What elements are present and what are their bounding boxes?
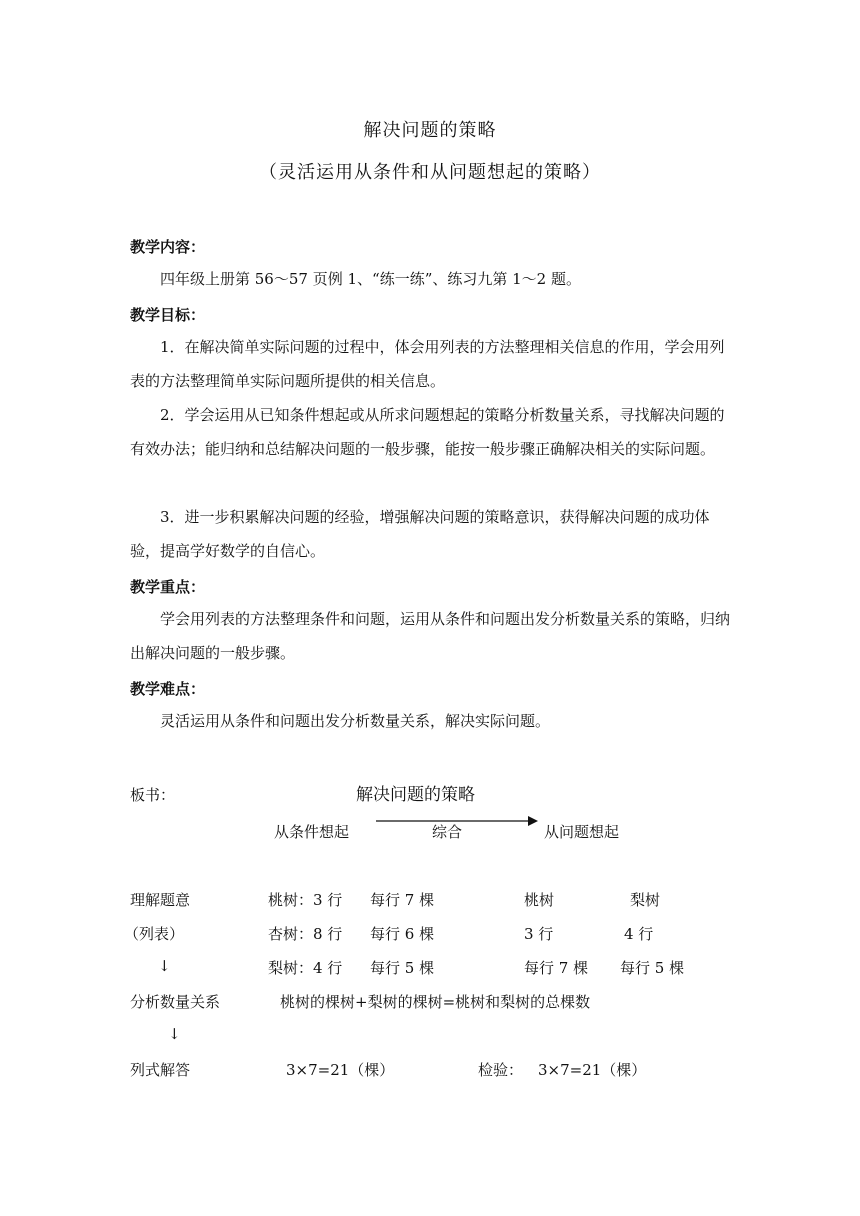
board-right: 从问题想起 (544, 823, 620, 841)
board-middle: 综合 (432, 823, 463, 841)
goal-item-2: 2．学会运用从已知条件想起或从所求问题想起的策略分析数量关系，寻找解决问题的有效办法；能归纳和总结解决问题的一般步骤，能按一般步骤正确解决相关的实际问题。 (130, 406, 725, 458)
table-col2-header: 梨树 (630, 891, 661, 909)
table-col1-rows: 3 行 (524, 925, 554, 943)
quantity-relation: 桃树的棵树+梨树的棵树=桃树和梨树的总棵数 (280, 993, 591, 1011)
goal-item-1: 1．在解决简单实际问题的过程中，体会用列表的方法整理相关信息的作用，学会用列表的方法整理简单实际问题所提供的相关信息。 (130, 338, 725, 390)
table-col1-each: 每行 7 棵 (524, 959, 589, 977)
table-col2-rows: 4 行 (624, 925, 654, 943)
down-arrow-icon: ↓ (158, 957, 171, 975)
key-text: 学会用列表的方法整理条件和问题，运用从条件和问题出发分析数量关系的策略，归纳出解决问题的一般步骤。 (130, 610, 731, 662)
row-each: 每行 7 棵 (370, 891, 435, 909)
difficulty-text: 灵活运用从条件和问题出发分析数量关系，解决实际问题。 (160, 712, 551, 730)
step-understand: 理解题意 (130, 891, 191, 909)
table-col2-each: 每行 5 棵 (620, 959, 685, 977)
step-list: （列表） (124, 925, 185, 943)
content-heading: 教学内容： (130, 238, 206, 256)
step-analyze: 分析数量关系 (130, 993, 221, 1011)
page-subtitle: （灵活运用从条件和从问题想起的策略） (259, 162, 601, 183)
board-title: 解决问题的策略 (356, 785, 475, 805)
check-equation: 3×7=21（棵） (538, 1061, 647, 1079)
row-each: 每行 6 棵 (370, 925, 435, 943)
page-title: 解决问题的策略 (363, 120, 497, 141)
table-col1-header: 桃树 (524, 891, 555, 909)
goal-item-3: 3．进一步积累解决问题的经验，增强解决问题的策略意识，获得解决问题的成功体验，提高学好数学的自信心。 (130, 508, 710, 560)
down-arrow-icon: ↓ (168, 1025, 181, 1043)
check-label: 检验： (478, 1061, 524, 1079)
board-label: 板书： (130, 786, 176, 804)
goals-heading: 教学目标： (130, 306, 206, 324)
difficulty-heading: 教学难点： (130, 680, 206, 698)
board-left: 从条件想起 (274, 823, 350, 841)
key-heading: 教学重点： (130, 578, 206, 596)
row-tree: 桃树：3 行 (268, 891, 343, 909)
row-each: 每行 5 棵 (370, 959, 435, 977)
row-tree: 梨树：4 行 (268, 959, 343, 977)
equation: 3×7=21（棵） (286, 1061, 395, 1079)
step-solve: 列式解答 (130, 1061, 191, 1079)
row-tree: 杏树：8 行 (268, 925, 343, 943)
right-arrow-icon (376, 814, 538, 828)
content-text: 四年级上册第 56～57 页例 1、“练一练”、练习九第 1～2 题。 (160, 270, 581, 288)
